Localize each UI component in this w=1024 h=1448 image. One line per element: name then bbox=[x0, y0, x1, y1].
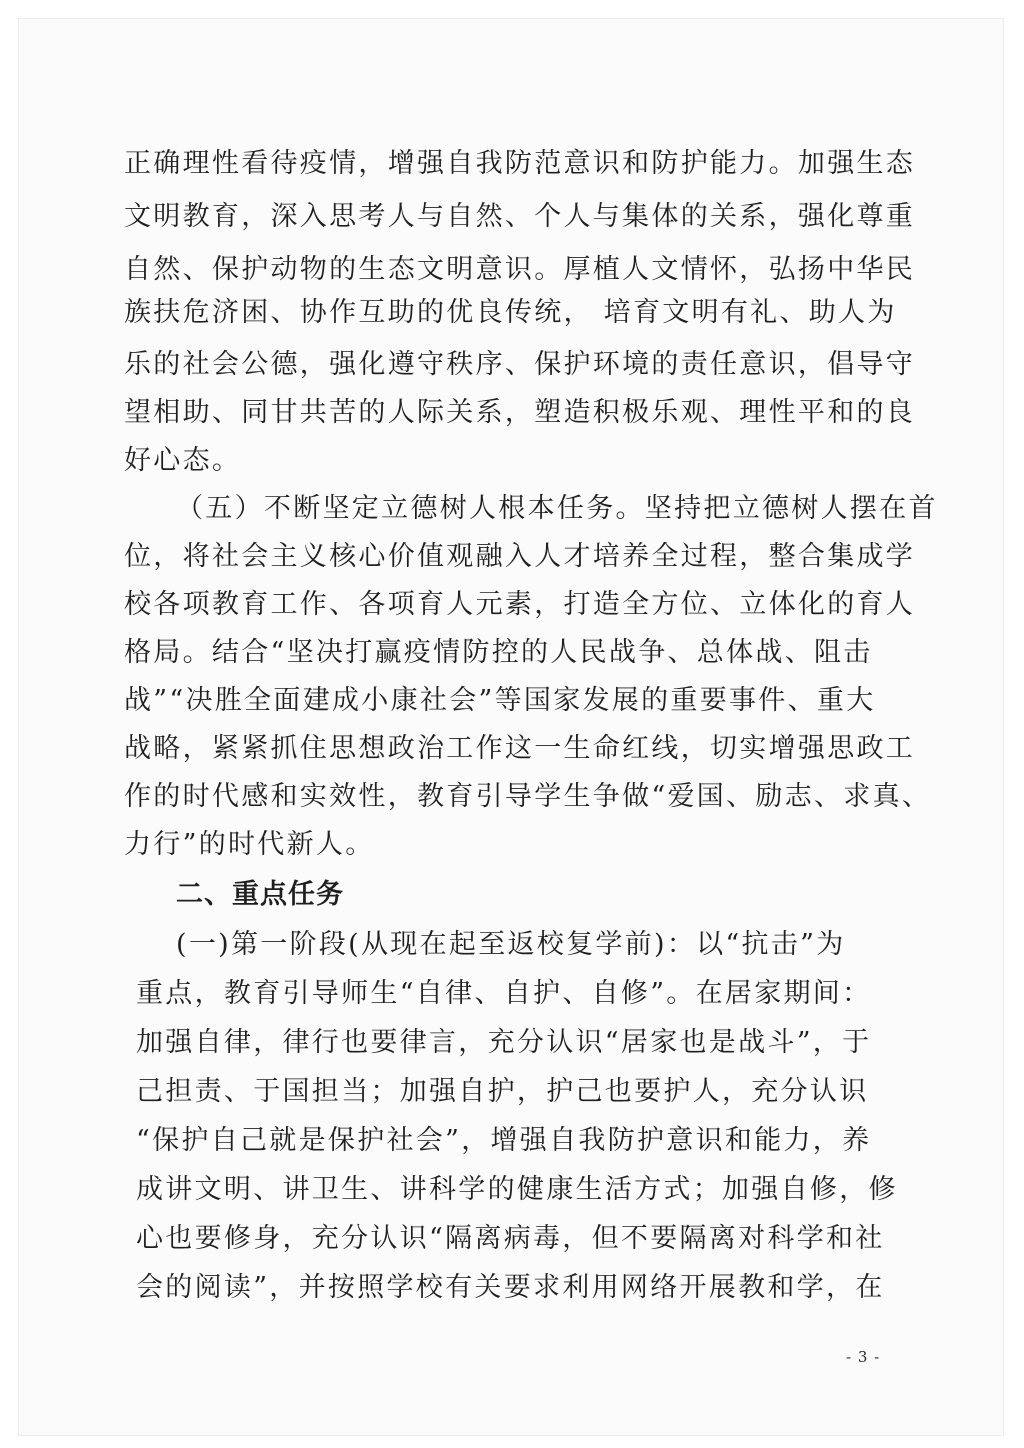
body-text-line: 文明教育，深入思考人与自然、个人与集体的关系，强化尊重 bbox=[124, 201, 916, 232]
body-text-line: 己担责、于国担当；加强自护，护己也要护人，充分认识 bbox=[136, 1076, 869, 1107]
section-five-title-line: （五）不断坚定立德树人根本任务。坚持把立德树人摆在首 bbox=[176, 493, 938, 524]
body-text-line: 族扶危济困、协作互助的优良传统， 培育文明有礼、助人为 bbox=[124, 297, 897, 328]
body-text-line: 心也要修身，充分认识“隔离病毒，但不要隔离对科学和社 bbox=[136, 1223, 885, 1254]
section-heading: 二、重点任务 bbox=[176, 879, 344, 910]
body-text-line: “保护自己就是保护社会”，增强自我防护意识和能力，养 bbox=[136, 1125, 872, 1156]
body-text-line: 格局。结合“坚决打赢疫情防控的人民战争、总体战、阻击 bbox=[124, 637, 873, 668]
body-text-line: 成讲文明、讲卫生、讲科学的健康生活方式；加强自修，修 bbox=[136, 1174, 898, 1205]
phase-one-title-line: (一)第一阶段(从现在起至返校复学前)：以“抗击”为 bbox=[176, 929, 846, 960]
body-text-line: 作的时代感和实效性，教育引导学生争做“爱国、励志、求真、 bbox=[124, 781, 932, 812]
body-text-line: 望相助、同甘共苦的人际关系，塑造积极乐观、理性平和的良 bbox=[124, 397, 916, 428]
body-text-line: 战”“决胜全面建成小康社会”等国家发展的重要事件、重大 bbox=[124, 685, 876, 716]
body-text-line: 正确理性看待疫情，增强自我防范意识和防护能力。加强生态 bbox=[124, 148, 916, 179]
page-number: - 3 - bbox=[846, 1348, 881, 1366]
body-text-line: 自然、保护动物的生态文明意识。厚植人文情怀，弘扬中华民 bbox=[124, 254, 916, 285]
body-text-line: 会的阅读”，并按照学校有关要求利用网络开展教和学，在 bbox=[136, 1272, 885, 1303]
body-text-line: 校各项教育工作、各项育人元素，打造全方位、立体化的育人 bbox=[124, 589, 916, 620]
body-text-line: 战略，紧紧抓住思想政治工作这一生命红线，切实增强思政工 bbox=[124, 733, 916, 764]
body-text-line: 位，将社会主义核心价值观融入人才培养全过程，整合集成学 bbox=[124, 541, 916, 572]
body-text-line: 好心态。 bbox=[124, 445, 242, 476]
body-text-line: 加强自律，律行也要律言，充分认识“居家也是战斗”，于 bbox=[136, 1027, 872, 1058]
body-text-line: 重点，教育引导师生“自律、自护、自修”。在居家期间： bbox=[136, 978, 872, 1009]
body-text-line: 乐的社会公德，强化遵守秩序、保护环境的责任意识，倡导守 bbox=[124, 349, 916, 380]
body-text-line: 力行”的时代新人。 bbox=[124, 829, 375, 860]
